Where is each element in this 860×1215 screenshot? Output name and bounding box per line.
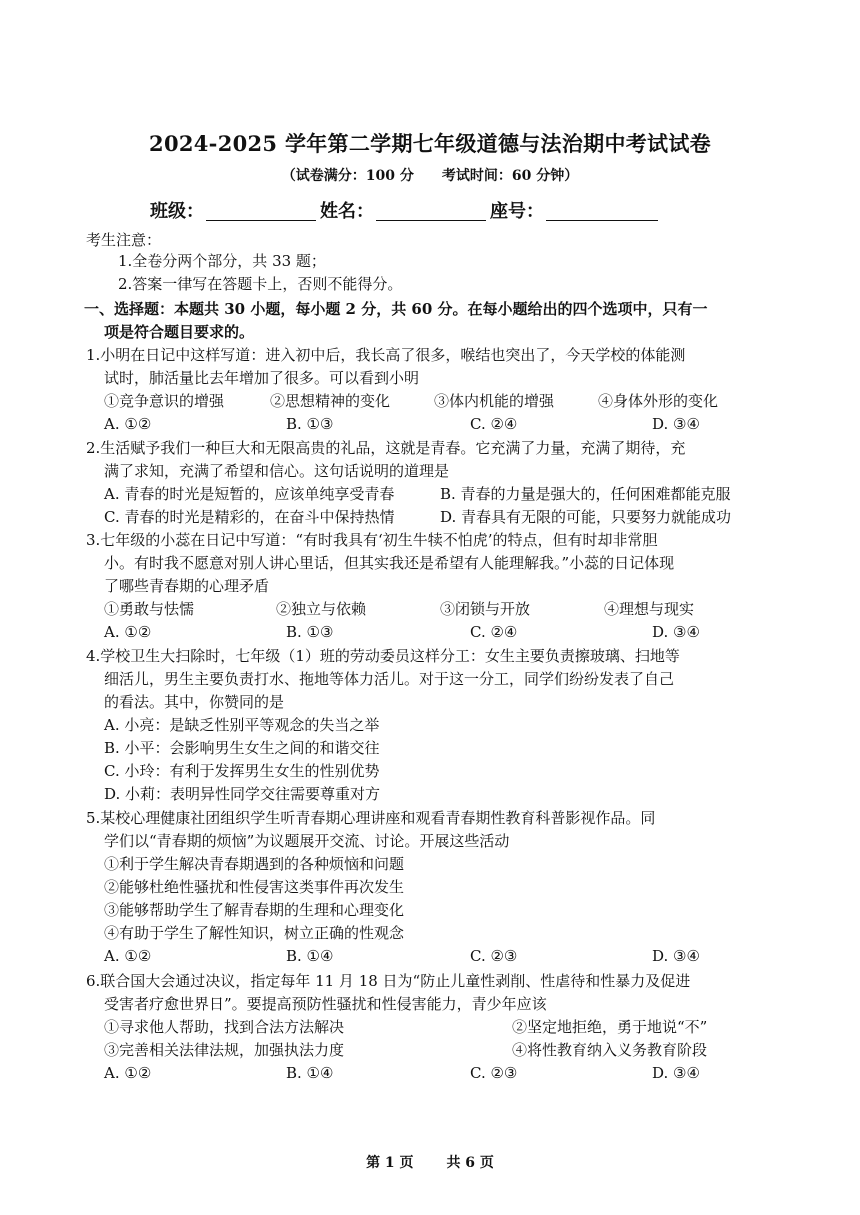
q5-option-c: C. ②③ bbox=[470, 947, 518, 965]
section-heading-line-2: 项是符合题目要求的。 bbox=[104, 323, 255, 341]
notice-item-1: 1.全卷分两个部分，共 33 题； bbox=[118, 252, 326, 270]
q4-stem-line-1: 4.学校卫生大扫除时，七年级（1）班的劳动委员这样分工：女生主要负责擦玻璃、扫地等 bbox=[86, 647, 680, 665]
page-number: 第 1 页 bbox=[366, 1155, 414, 1171]
q6-statement-4: ④将性教育纳入义务教育阶段 bbox=[512, 1041, 708, 1059]
q3-statement-2: ②独立与依赖 bbox=[276, 600, 367, 618]
page-total: 共 6 页 bbox=[446, 1155, 494, 1171]
q2-stem-line-2: 满了求知，充满了希望和信心。这句话说明的道理是 bbox=[104, 462, 450, 480]
q4-option-c: C. 小玲：有利于发挥男生女生的性别优势 bbox=[104, 762, 380, 780]
q3-option-b: B. ①③ bbox=[286, 623, 334, 641]
q6-option-a: A. ①② bbox=[104, 1064, 152, 1082]
q2-option-b: B. 青春的力量是强大的，任何困难都能克服 bbox=[440, 485, 731, 503]
q4-option-b: B. 小平：会影响男生女生之间的和谐交往 bbox=[104, 739, 380, 757]
q5-statement-1: ①利于学生解决青春期遇到的各种烦恼和问题 bbox=[104, 855, 405, 873]
q6-option-d: D. ③④ bbox=[652, 1064, 700, 1082]
q1-option-c: C. ②④ bbox=[470, 415, 518, 433]
q1-statement-4: ④身体外形的变化 bbox=[598, 392, 719, 410]
q5-option-a: A. ①② bbox=[104, 947, 152, 965]
q1-statement-2: ②思想精神的变化 bbox=[270, 392, 391, 410]
q4-stem-line-3: 的看法。其中，你赞同的是 bbox=[104, 693, 285, 711]
q6-statement-1: ①寻求他人帮助，找到合法方法解决 bbox=[104, 1018, 345, 1036]
q6-statement-3: ③完善相关法律法规，加强执法力度 bbox=[104, 1041, 345, 1059]
q1-statement-3: ③体内机能的增强 bbox=[434, 392, 555, 410]
q5-option-d: D. ③④ bbox=[652, 947, 700, 965]
exam-subtitle: （试卷满分：100 分 考试时间：60 分钟） bbox=[281, 168, 579, 184]
exam-title: 2024-2025 学年第二学期七年级道德与法治期中考试试卷 bbox=[149, 131, 711, 156]
name-label: 姓名： bbox=[320, 201, 374, 222]
notice-item-2: 2.答案一律写在答题卡上，否则不能得分。 bbox=[118, 275, 403, 293]
q1-option-a: A. ①② bbox=[104, 415, 152, 433]
q4-stem-line-2: 细活儿，男生主要负责打水、拖地等体力活儿。对于这一分工，同学们纷纷发表了自己 bbox=[104, 670, 675, 688]
q3-statement-3: ③闭锁与开放 bbox=[440, 600, 531, 618]
q5-statement-4: ④有助于学生了解性知识，树立正确的性观念 bbox=[104, 924, 405, 942]
q6-statement-2: ②坚定地拒绝，勇于地说“不” bbox=[512, 1018, 708, 1036]
class-blank[interactable] bbox=[206, 204, 316, 221]
q4-option-d: D. 小莉：表明异性同学交往需要尊重对方 bbox=[104, 785, 381, 803]
seat-blank[interactable] bbox=[546, 204, 658, 221]
q1-stem-line-2: 试时，肺活量比去年增加了很多。可以看到小明 bbox=[104, 369, 420, 387]
q2-option-a: A. 青春的时光是短暂的，应该单纯享受青春 bbox=[104, 485, 395, 503]
q3-option-d: D. ③④ bbox=[652, 623, 700, 641]
student-info-row bbox=[150, 197, 662, 223]
q1-option-d: D. ③④ bbox=[652, 415, 700, 433]
q2-option-c: C. 青春的时光是精彩的，在奋斗中保持热情 bbox=[104, 508, 395, 526]
q6-stem-line-1: 6.联合国大会通过决议，指定每年 11 月 18 日为“防止儿童性剥削、性虐待和性暴力及促进 bbox=[86, 972, 691, 990]
q1-stem-line-1: 1.小明在日记中这样写道：进入初中后，我长高了很多，喉结也突出了，今天学校的体能测 bbox=[86, 346, 686, 364]
q5-stem-line-1: 5.某校心理健康社团组织学生听青春期心理讲座和观看青春期性教育科普影视作品。同 bbox=[86, 809, 656, 827]
seat-label: 座号： bbox=[490, 201, 544, 222]
q1-statement-1: ①竞争意识的增强 bbox=[104, 392, 225, 410]
q6-option-b: B. ①④ bbox=[286, 1064, 334, 1082]
q3-stem-line-3: 了哪些青春期的心理矛盾 bbox=[104, 577, 270, 595]
q3-stem-line-1: 3.七年级的小蕊在日记中写道：“有时我具有‘初生牛犊不怕虎’的特点，但有时却非常胆 bbox=[86, 531, 658, 549]
q3-statement-1: ①勇敢与怯懦 bbox=[104, 600, 195, 618]
q5-statement-2: ②能够杜绝性骚扰和性侵害这类事件再次发生 bbox=[104, 878, 405, 896]
notice-heading: 考生注意： bbox=[86, 231, 162, 249]
q2-option-d: D. 青春具有无限的可能，只要努力就能成功 bbox=[440, 508, 732, 526]
q5-statement-3: ③能够帮助学生了解青春期的生理和心理变化 bbox=[104, 901, 405, 919]
q4-option-a: A. 小亮：是缺乏性别平等观念的失当之举 bbox=[104, 716, 380, 734]
q6-option-c: C. ②③ bbox=[470, 1064, 518, 1082]
q3-statement-4: ④理想与现实 bbox=[604, 600, 695, 618]
q2-stem-line-1: 2.生活赋予我们一种巨大和无限高贵的礼品，这就是青春。它充满了力量，充满了期待，充 bbox=[86, 439, 686, 457]
page-footer bbox=[0, 1152, 860, 1172]
section-heading-line-1: 一、选择题：本题共 30 小题，每小题 2 分，共 60 分。在每小题给出的四个选项中，只有一 bbox=[84, 300, 708, 318]
q3-option-c: C. ②④ bbox=[470, 623, 518, 641]
q3-stem-line-2: 小。有时我不愿意对别人讲心里话，但其实我还是希望有人能理解我。”小蕊的日记体现 bbox=[104, 554, 675, 572]
q1-option-b: B. ①③ bbox=[286, 415, 334, 433]
q5-option-b: B. ①④ bbox=[286, 947, 334, 965]
q3-option-a: A. ①② bbox=[104, 623, 152, 641]
q5-stem-line-2: 学们以“青春期的烦恼”为议题展开交流、讨论。开展这些活动 bbox=[104, 832, 510, 850]
class-label: 班级： bbox=[150, 201, 204, 222]
name-blank[interactable] bbox=[376, 204, 486, 221]
q6-stem-line-2: 受害者疗愈世界日”。要提高预防性骚扰和性侵害能力，青少年应该 bbox=[104, 995, 547, 1013]
